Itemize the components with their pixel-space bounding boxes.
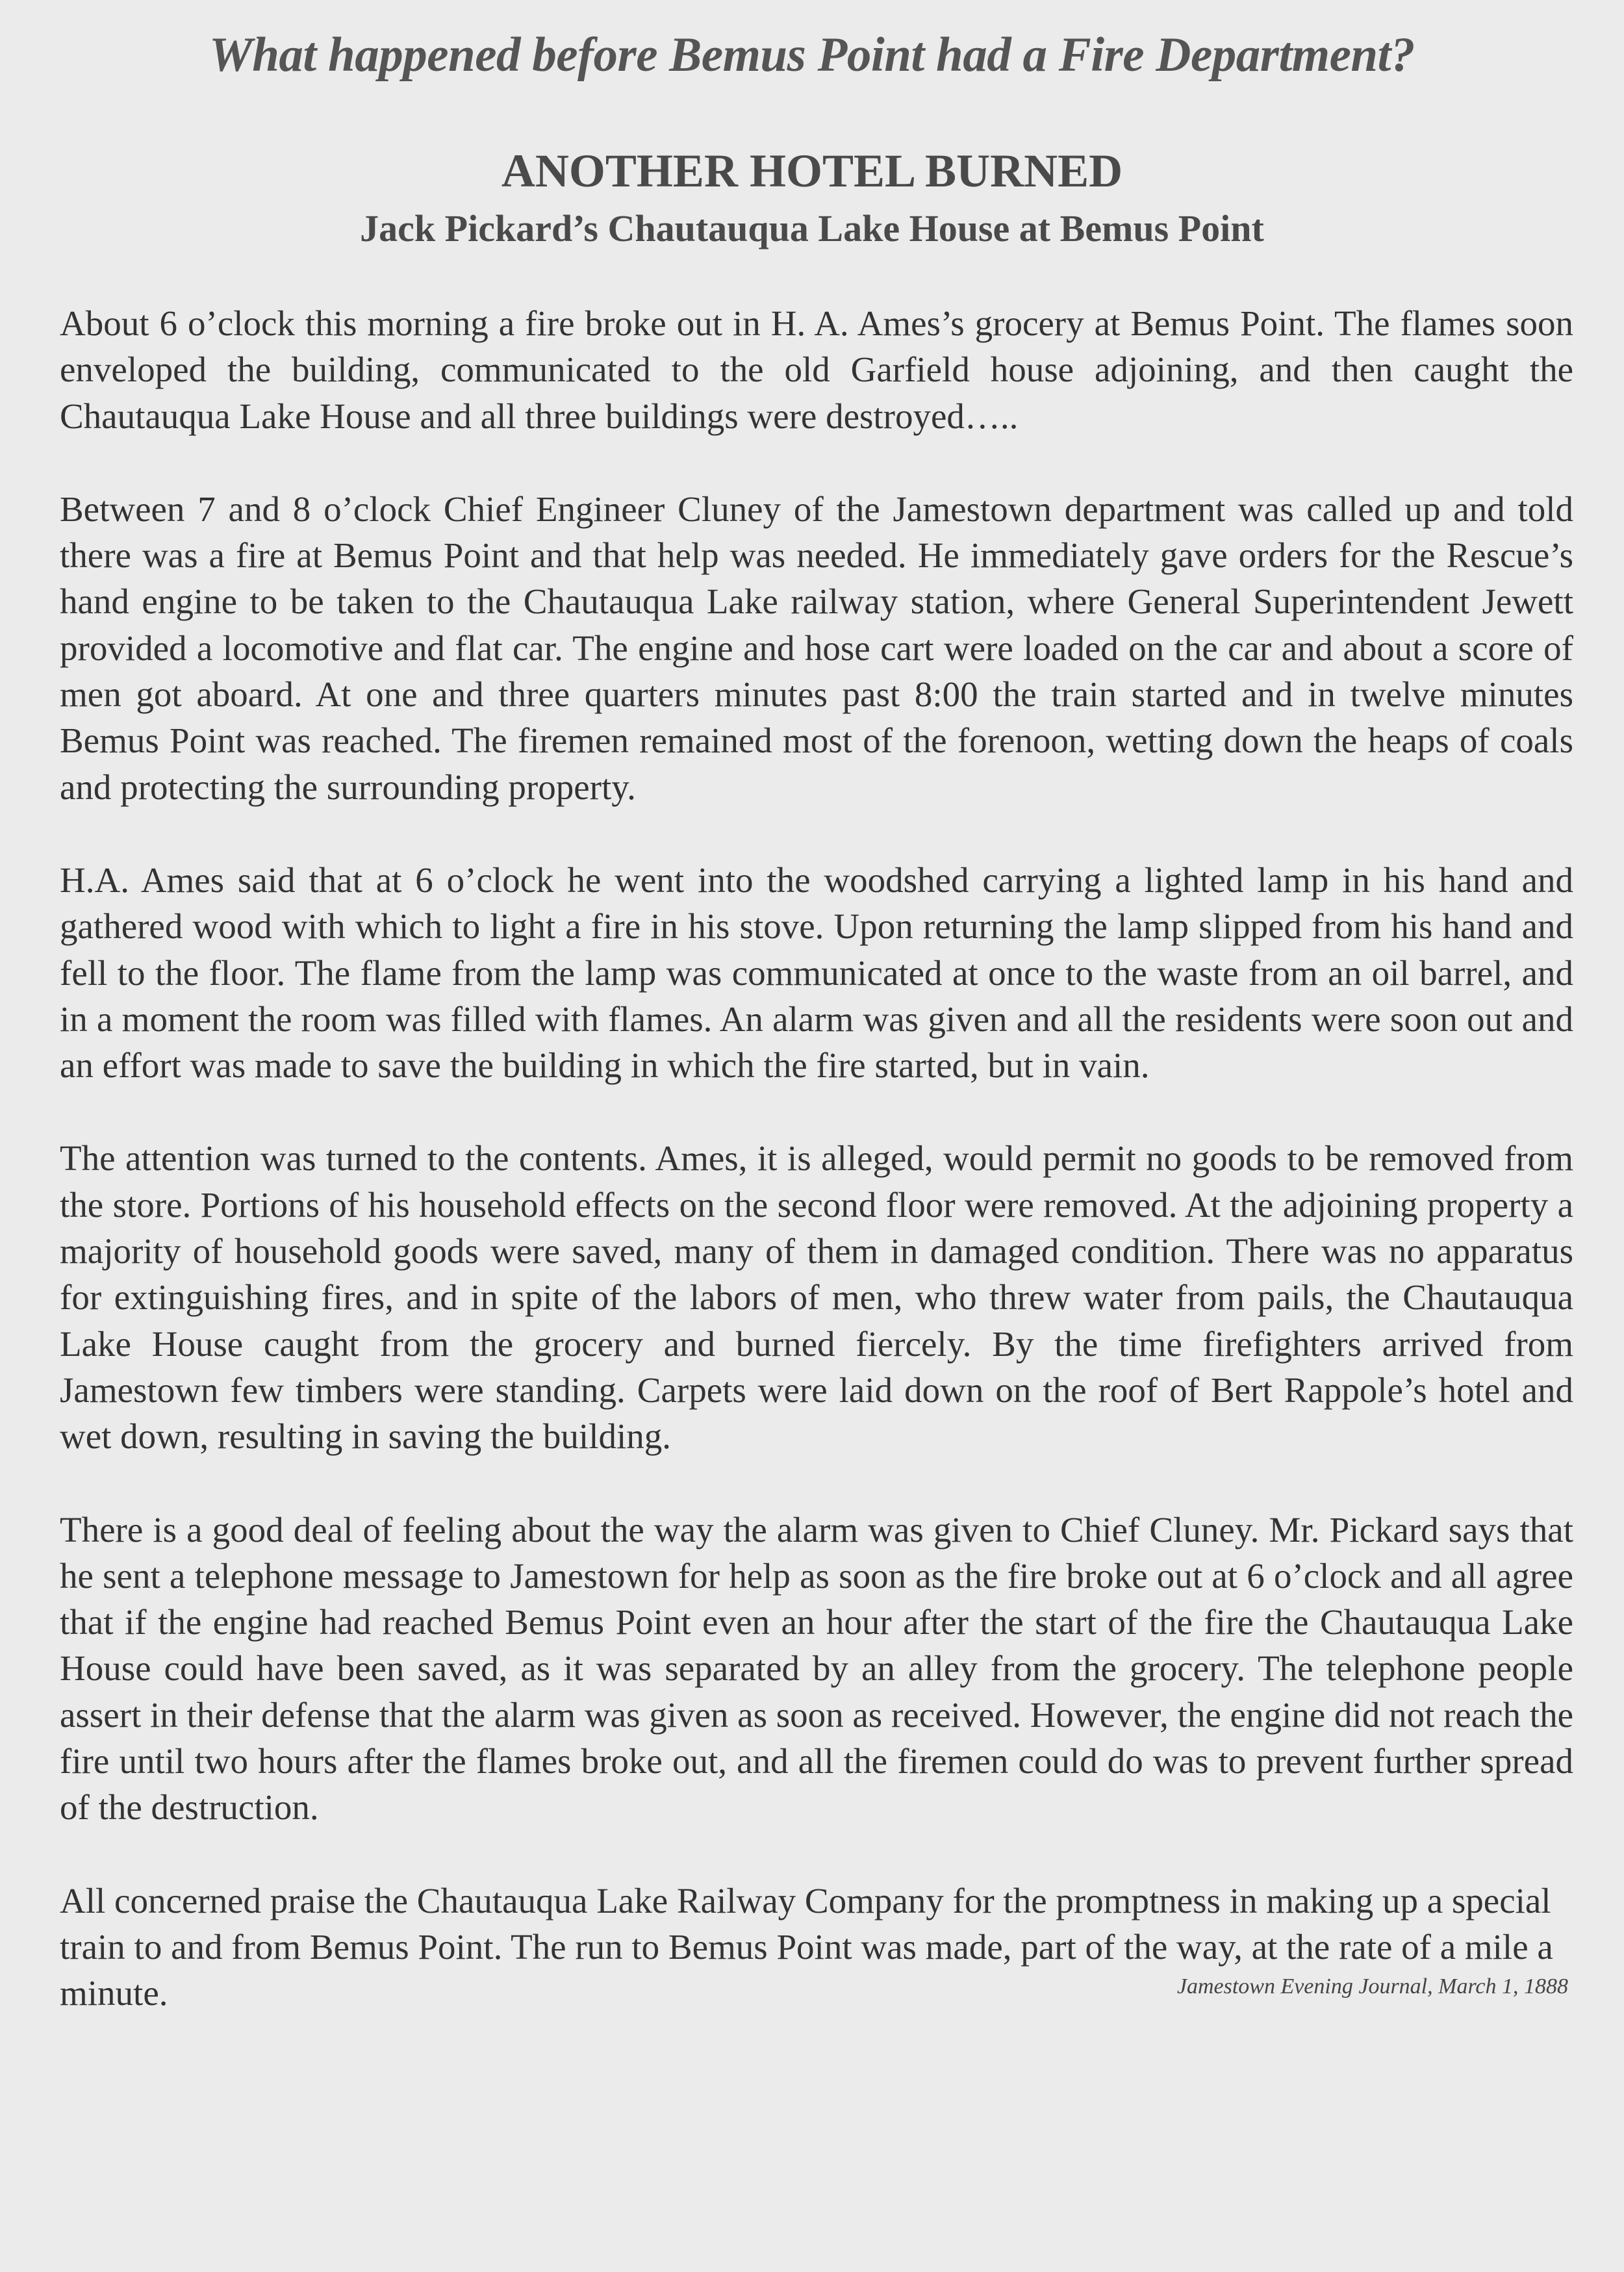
- article-body: [60, 300, 1573, 2017]
- paragraph-ames-account: H.A. Ames said that at 6 o’clock he went into the woodshed carrying a lighted lamp in his hand and gathered wood with which to light a fire in his stove. Upon returning the lamp slipped from his hand and fell to the floor. The flame from the lamp was communicated at once to the waste from an oil barrel, and in a moment the room was filled with flames. An alarm was given and all the residents were soon out and an effort was made to save the building in which the fire started, but in vain.: [60, 860, 1573, 1086]
- source-citation: Jamestown Evening Journal, March 1, 1888: [1176, 1974, 1568, 1999]
- paragraph-railway-praise: [60, 1878, 1573, 2017]
- subheadline: Jack Pickard’s Chautauqua Lake House at Bemus Point: [360, 207, 1264, 249]
- headline: ANOTHER HOTEL BURNED: [501, 145, 1123, 197]
- paragraph-alarm-controversy: There is a good deal of feeling about the way the alarm was given to Chief Cluney. Mr. Pickard says that he sent a telephone message to Jamestown for help as soon as the fire broke out at 6 o’clock and all agree that if the engine had reached Bemus Point even an hour after the start of the fire the Chautauqua Lake House could have been saved, as it was separated by an alley from the grocery. The telephone people assert in their defense that the alarm was given as soon as received. However, the engine did not reach the fire until two hours after the flames broke out, and all the firemen could do was to prevent further spread of the destruction.: [60, 1509, 1573, 1828]
- paragraph-fire-outbreak: About 6 o’clock this morning a fire broke out in H. A. Ames’s grocery at Bemus Point. The flames soon enveloped the building, communicated to the old Garfield house adjoining, and then caught the Chautauqua Lake House and all three buildings were destroyed…..: [60, 303, 1573, 436]
- paragraph-contents-saved: The attention was turned to the contents. Ames, it is alleged, would permit no goods to be removed from the store. Portions of his household effects on the second floor were removed. At the adjoining property a majority of household goods were saved, many of them in damaged condition. There was no apparatus for extinguishing fires, and in spite of the labors of men, who threw water from pails, the Chautauqua Lake House caught from the grocery and burned fiercely. By the time firefighters arrived from Jamestown few timbers were standing. Carpets were laid down on the roof of Bert Rappole’s hotel and wet down, resulting in saving the building.: [60, 1138, 1573, 1457]
- paragraph-jamestown-response: Between 7 and 8 o’clock Chief Engineer Cluney of the Jamestown department was called up and told there was a fire at Bemus Point and that help was needed. He immediately gave orders for the Rescue’s hand engine to be taken to the Chautauqua Lake railway station, where General Superintendent Jewett provided a locomotive and flat car. The engine and hose cart were loaded on the car and about a score of men got aboard. At one and three quarters minutes past 8:00 the train started and in twelve minutes Bemus Point was reached. The firemen remained most of the forenoon, wetting down the heaps of coals and protecting the surrounding property.: [60, 489, 1573, 807]
- paragraph-railway-praise-text: All concerned praise the Chautauqua Lake Railway Company for the promptness in making up a special train to and from Bemus Point. The run to Bemus Point was made, part of the way, at the rate of a mile a minute.: [60, 1880, 1553, 2013]
- banner-question: What happened before Bemus Point had a Fire Department?: [209, 28, 1415, 82]
